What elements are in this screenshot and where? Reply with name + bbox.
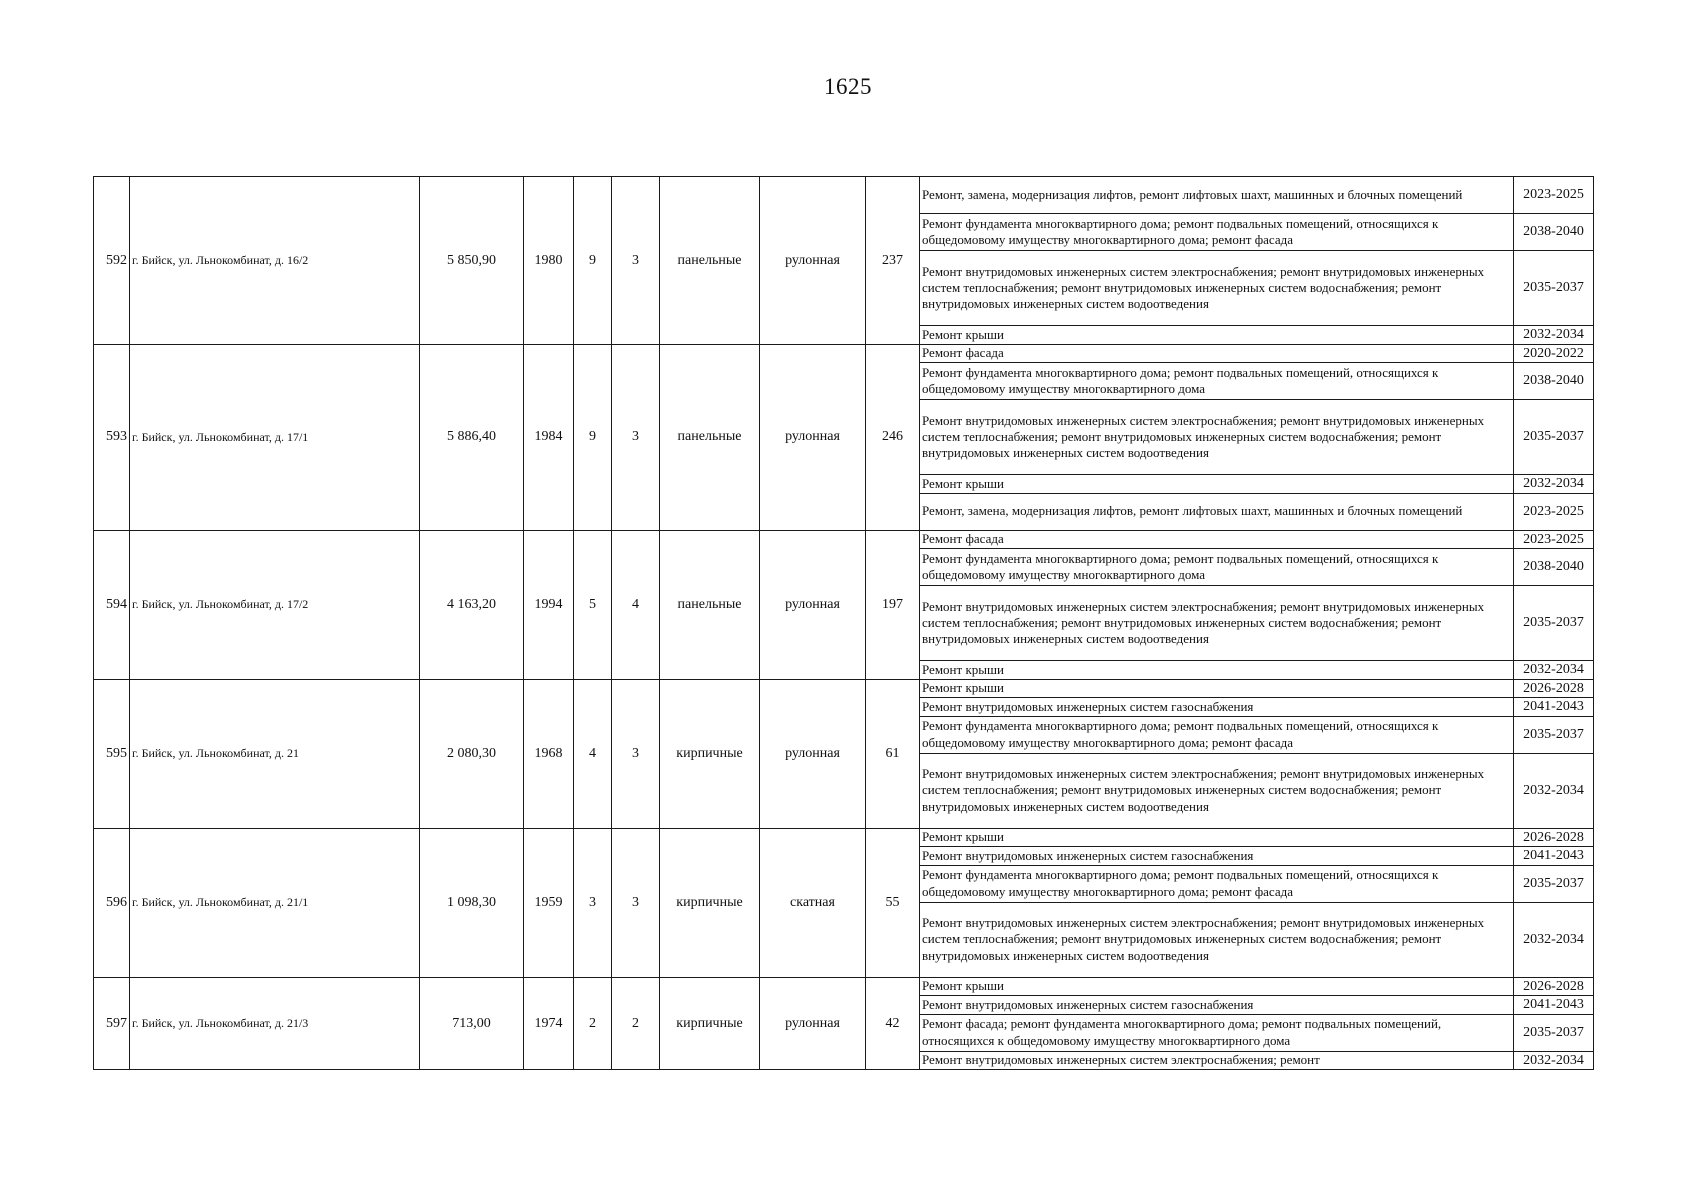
- repair-period: 2038-2040: [1514, 214, 1594, 251]
- roof-type: рулонная: [760, 530, 866, 679]
- table-row: [94, 828, 1594, 847]
- repair-period: 2023-2025: [1514, 177, 1594, 214]
- resident-count: 197: [866, 530, 920, 679]
- house-address: г. Бийск, ул. Льнокомбинат, д. 21/3: [130, 977, 420, 1070]
- roof-type: рулонная: [760, 344, 866, 530]
- construction-year: 1974: [524, 977, 574, 1070]
- floor-count: 5: [574, 530, 612, 679]
- house-area: 5 850,90: [420, 177, 524, 345]
- house-registry-table: [93, 176, 1594, 1070]
- house-number: 593: [94, 344, 130, 530]
- repair-work-type: Ремонт фундамента многоквартирного дома; ремонт подвальных помещений, относящихся к общедомовому имуществу многоквартирного дома; ремонт фасада: [920, 214, 1514, 251]
- repair-work-type: Ремонт крыши: [920, 475, 1514, 494]
- repair-period: 2032-2034: [1514, 326, 1594, 345]
- repair-work-type: Ремонт фундамента многоквартирного дома; ремонт подвальных помещений, относящихся к общедомовому имуществу многоквартирного дома: [920, 549, 1514, 586]
- repair-work-type: Ремонт внутридомовых инженерных систем электроснабжения; ремонт внутридомовых инженерных систем теплоснабжения; ремонт внутридомовых инженерных систем водоснабжения; ремонт внутридомовых инженерных систем водоотведения: [920, 753, 1514, 828]
- repair-work-type: Ремонт внутридомовых инженерных систем электроснабжения; ремонт внутридомовых инженерных систем теплоснабжения; ремонт внутридомовых инженерных систем водоснабжения; ремонт внутридомовых инженерных систем водоотведения: [920, 400, 1514, 475]
- page-number: 1625: [824, 74, 872, 99]
- house-number: 594: [94, 530, 130, 679]
- house-area: 1 098,30: [420, 828, 524, 977]
- house-address: г. Бийск, ул. Льнокомбинат, д. 21: [130, 679, 420, 828]
- repair-period: 2026-2028: [1514, 977, 1594, 996]
- floor-count: 9: [574, 177, 612, 345]
- repair-work-type: Ремонт крыши: [920, 326, 1514, 345]
- wall-material: кирпичные: [660, 828, 760, 977]
- house-area: 4 163,20: [420, 530, 524, 679]
- house-area: 713,00: [420, 977, 524, 1070]
- repair-period: 2023-2025: [1514, 530, 1594, 549]
- table-row: [94, 679, 1594, 698]
- repair-period: 2038-2040: [1514, 549, 1594, 586]
- resident-count: 61: [866, 679, 920, 828]
- repair-work-type: Ремонт внутридомовых инженерных систем газоснабжения: [920, 996, 1514, 1015]
- entrance-count: 4: [612, 530, 660, 679]
- table-row: [94, 977, 1594, 996]
- construction-year: 1968: [524, 679, 574, 828]
- repair-period: 2035-2037: [1514, 400, 1594, 475]
- table-row: [94, 177, 1594, 214]
- entrance-count: 3: [612, 344, 660, 530]
- repair-period: 2026-2028: [1514, 828, 1594, 847]
- house-address: г. Бийск, ул. Льнокомбинат, д. 21/1: [130, 828, 420, 977]
- entrance-count: 3: [612, 679, 660, 828]
- repair-period: 2035-2037: [1514, 251, 1594, 326]
- house-number: 597: [94, 977, 130, 1070]
- construction-year: 1980: [524, 177, 574, 345]
- house-number: 595: [94, 679, 130, 828]
- repair-period: 2032-2034: [1514, 753, 1594, 828]
- roof-type: скатная: [760, 828, 866, 977]
- resident-count: 42: [866, 977, 920, 1070]
- roof-type: рулонная: [760, 977, 866, 1070]
- repair-work-type: Ремонт внутридомовых инженерных систем электроснабжения; ремонт внутридомовых инженерных систем теплоснабжения; ремонт внутридомовых инженерных систем водоснабжения; ремонт внутридомовых инженерных систем водоотведения: [920, 586, 1514, 661]
- house-area: 2 080,30: [420, 679, 524, 828]
- repair-work-type: Ремонт внутридомовых инженерных систем газоснабжения: [920, 698, 1514, 717]
- repair-work-type: Ремонт крыши: [920, 679, 1514, 698]
- repair-period: 2026-2028: [1514, 679, 1594, 698]
- repair-work-type: Ремонт внутридомовых инженерных систем электроснабжения; ремонт внутридомовых инженерных систем теплоснабжения; ремонт внутридомовых инженерных систем водоснабжения; ремонт внутридомовых инженерных систем водоотведения: [920, 251, 1514, 326]
- repair-period: 2032-2034: [1514, 475, 1594, 494]
- repair-period: 2041-2043: [1514, 996, 1594, 1015]
- house-number: 592: [94, 177, 130, 345]
- repair-period: 2035-2037: [1514, 865, 1594, 902]
- repair-work-type: Ремонт фасада: [920, 344, 1514, 363]
- wall-material: панельные: [660, 530, 760, 679]
- construction-year: 1984: [524, 344, 574, 530]
- repair-period: 2041-2043: [1514, 847, 1594, 866]
- floor-count: 4: [574, 679, 612, 828]
- wall-material: панельные: [660, 344, 760, 530]
- repair-work-type: Ремонт фундамента многоквартирного дома; ремонт подвальных помещений, относящихся к общедомовому имуществу многоквартирного дома; ремонт фасада: [920, 716, 1514, 753]
- construction-year: 1959: [524, 828, 574, 977]
- repair-work-type: Ремонт крыши: [920, 828, 1514, 847]
- roof-type: рулонная: [760, 679, 866, 828]
- repair-work-type: Ремонт фасада: [920, 530, 1514, 549]
- house-area: 5 886,40: [420, 344, 524, 530]
- repair-period: 2032-2034: [1514, 661, 1594, 680]
- wall-material: панельные: [660, 177, 760, 345]
- repair-work-type: Ремонт фасада; ремонт фундамента многоквартирного дома; ремонт подвальных помещений, относящихся к общедомовому имуществу многоквартирного дома: [920, 1014, 1514, 1051]
- floor-count: 9: [574, 344, 612, 530]
- floor-count: 3: [574, 828, 612, 977]
- wall-material: кирпичные: [660, 977, 760, 1070]
- entrance-count: 3: [612, 177, 660, 345]
- repair-period: 2035-2037: [1514, 586, 1594, 661]
- repair-work-type: Ремонт фундамента многоквартирного дома; ремонт подвальных помещений, относящихся к общедомовому имуществу многоквартирного дома: [920, 363, 1514, 400]
- house-address: г. Бийск, ул. Льнокомбинат, д. 17/2: [130, 530, 420, 679]
- repair-period: 2041-2043: [1514, 698, 1594, 717]
- repair-work-type: Ремонт внутридомовых инженерных систем электроснабжения; ремонт: [920, 1051, 1514, 1070]
- house-address: г. Бийск, ул. Льнокомбинат, д. 17/1: [130, 344, 420, 530]
- registry-body: [94, 177, 1594, 1070]
- resident-count: 246: [866, 344, 920, 530]
- repair-period: 2035-2037: [1514, 716, 1594, 753]
- repair-work-type: Ремонт крыши: [920, 977, 1514, 996]
- repair-work-type: Ремонт внутридомовых инженерных систем электроснабжения; ремонт внутридомовых инженерных систем теплоснабжения; ремонт внутридомовых инженерных систем водоснабжения; ремонт внутридомовых инженерных систем водоотведения: [920, 902, 1514, 977]
- resident-count: 55: [866, 828, 920, 977]
- repair-period: 2023-2025: [1514, 493, 1594, 530]
- house-address: г. Бийск, ул. Льнокомбинат, д. 16/2: [130, 177, 420, 345]
- repair-work-type: Ремонт внутридомовых инженерных систем газоснабжения: [920, 847, 1514, 866]
- wall-material: кирпичные: [660, 679, 760, 828]
- floor-count: 2: [574, 977, 612, 1070]
- repair-work-type: Ремонт крыши: [920, 661, 1514, 680]
- repair-period: 2032-2034: [1514, 902, 1594, 977]
- house-number: 596: [94, 828, 130, 977]
- repair-period: 2035-2037: [1514, 1014, 1594, 1051]
- repair-work-type: Ремонт, замена, модернизация лифтов, ремонт лифтовых шахт, машинных и блочных помещений: [920, 493, 1514, 530]
- repair-period: 2038-2040: [1514, 363, 1594, 400]
- repair-work-type: Ремонт фундамента многоквартирного дома; ремонт подвальных помещений, относящихся к общедомовому имуществу многоквартирного дома; ремонт фасада: [920, 865, 1514, 902]
- entrance-count: 3: [612, 828, 660, 977]
- repair-period: 2032-2034: [1514, 1051, 1594, 1070]
- construction-year: 1994: [524, 530, 574, 679]
- entrance-count: 2: [612, 977, 660, 1070]
- table-row: [94, 530, 1594, 549]
- roof-type: рулонная: [760, 177, 866, 345]
- repair-period: 2020-2022: [1514, 344, 1594, 363]
- resident-count: 237: [866, 177, 920, 345]
- repair-work-type: Ремонт, замена, модернизация лифтов, ремонт лифтовых шахт, машинных и блочных помещений: [920, 177, 1514, 214]
- table-row: [94, 344, 1594, 363]
